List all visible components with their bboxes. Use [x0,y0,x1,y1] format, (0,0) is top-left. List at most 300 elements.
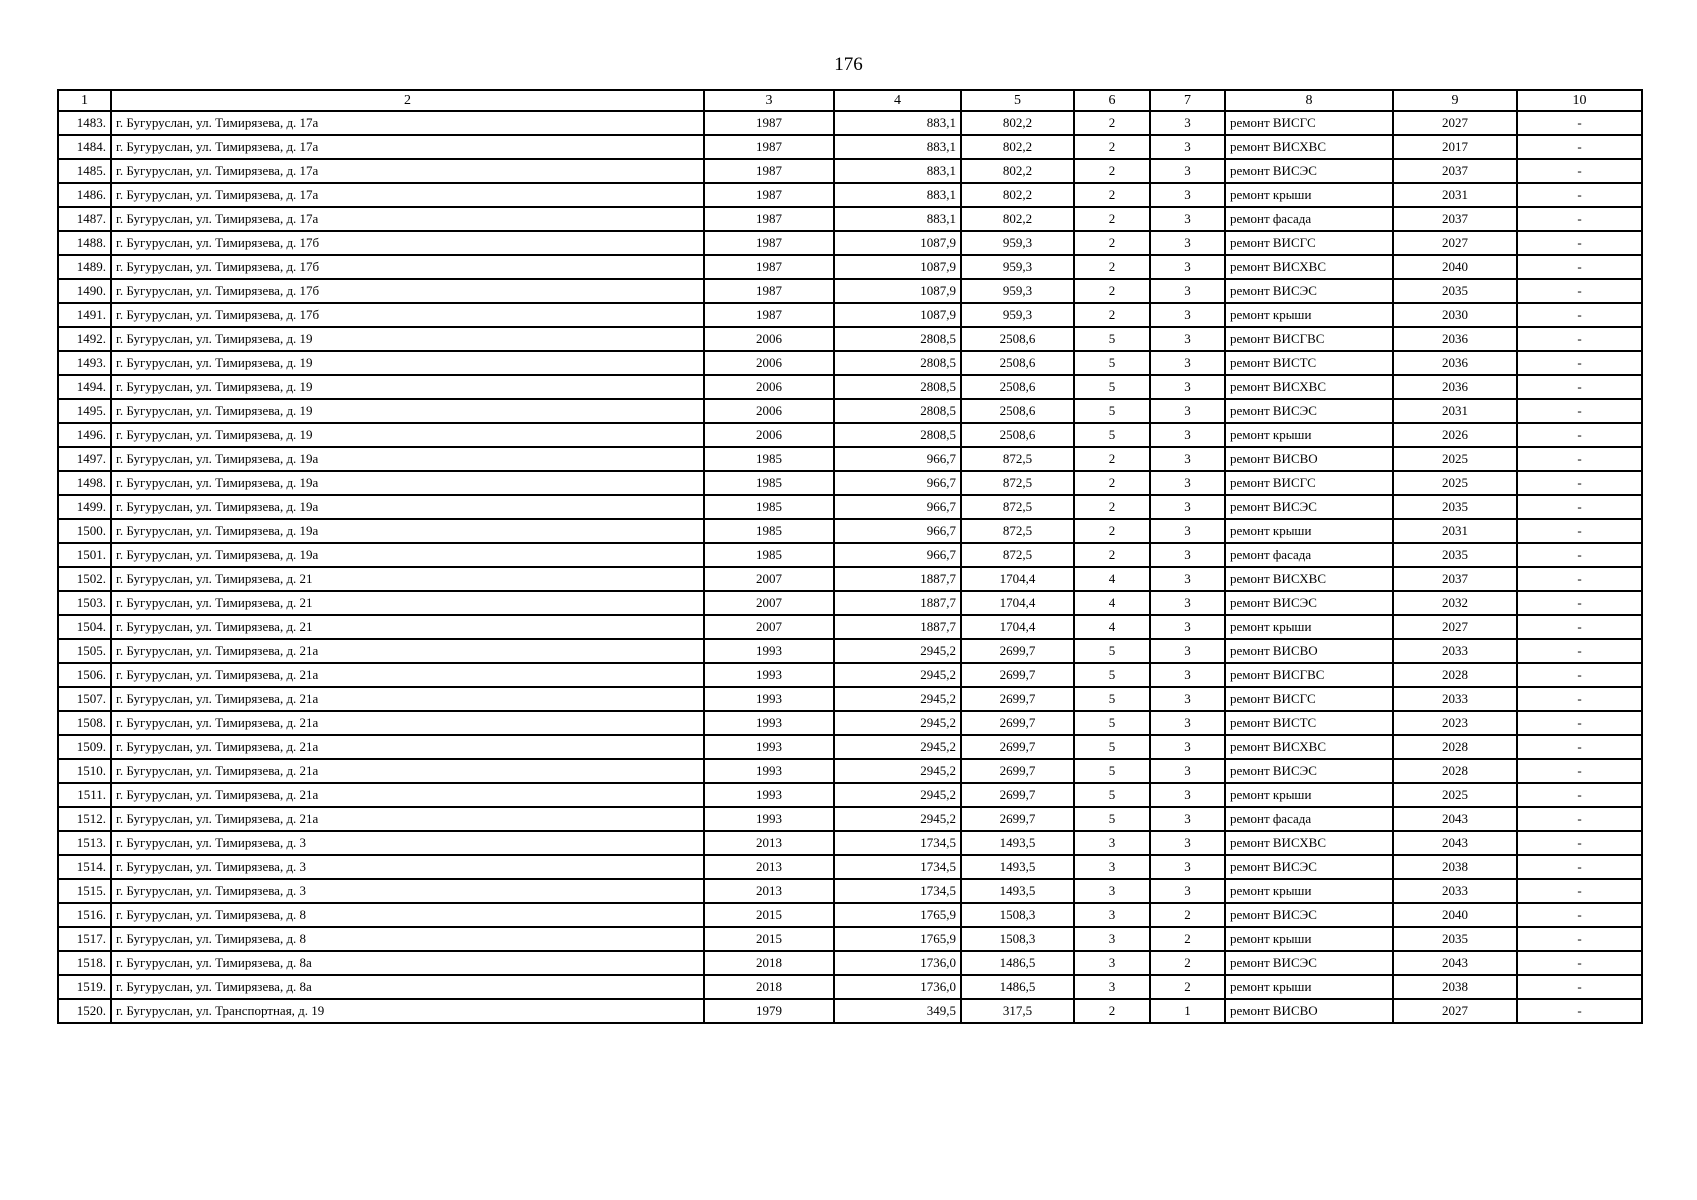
cell-living-area: 872,5 [961,447,1074,471]
cell-living-area: 802,2 [961,183,1074,207]
cell-year: 1987 [704,135,834,159]
table-row [58,687,1642,711]
cell-entrances: 3 [1150,327,1225,351]
cell-row-number: 1499. [58,495,111,519]
cell-note: - [1517,591,1642,615]
cell-row-number: 1514. [58,855,111,879]
page-number: 176 [834,54,863,75]
cell-planned-year: 2027 [1393,231,1517,255]
cell-note: - [1517,231,1642,255]
cell-work-type: ремонт ВИСВО [1225,639,1393,663]
cell-floors: 2 [1074,135,1150,159]
cell-year: 2007 [704,615,834,639]
cell-living-area: 1704,4 [961,615,1074,639]
table-row [58,999,1642,1023]
cell-work-type: ремонт ВИСГС [1225,471,1393,495]
cell-planned-year: 2037 [1393,567,1517,591]
cell-planned-year: 2031 [1393,399,1517,423]
cell-entrances: 3 [1150,567,1225,591]
cell-work-type: ремонт ВИСЭС [1225,951,1393,975]
cell-address: г. Бугуруслан, ул. Тимирязева, д. 17б [111,255,704,279]
cell-entrances: 3 [1150,351,1225,375]
cell-floors: 4 [1074,567,1150,591]
cell-total-area: 2945,2 [834,783,961,807]
table-row [58,783,1642,807]
cell-work-type: ремонт ВИСВО [1225,447,1393,471]
cell-living-area: 872,5 [961,495,1074,519]
cell-work-type: ремонт крыши [1225,519,1393,543]
column-header-4: 4 [834,90,961,111]
cell-year: 2006 [704,399,834,423]
cell-year: 1987 [704,207,834,231]
cell-floors: 2 [1074,231,1150,255]
cell-total-area: 1734,5 [834,855,961,879]
cell-floors: 5 [1074,759,1150,783]
cell-entrances: 3 [1150,735,1225,759]
cell-address: г. Бугуруслан, ул. Тимирязева, д. 21а [111,687,704,711]
cell-note: - [1517,567,1642,591]
cell-planned-year: 2037 [1393,207,1517,231]
cell-entrances: 2 [1150,927,1225,951]
cell-note: - [1517,711,1642,735]
cell-living-area: 2508,6 [961,327,1074,351]
cell-address: г. Бугуруслан, ул. Тимирязева, д. 8 [111,927,704,951]
cell-year: 2015 [704,927,834,951]
cell-living-area: 2699,7 [961,687,1074,711]
table-row [58,327,1642,351]
cell-work-type: ремонт крыши [1225,423,1393,447]
cell-floors: 2 [1074,447,1150,471]
cell-total-area: 966,7 [834,519,961,543]
cell-address: г. Бугуруслан, ул. Тимирязева, д. 17а [111,159,704,183]
table-row [58,447,1642,471]
cell-row-number: 1493. [58,351,111,375]
cell-year: 2013 [704,831,834,855]
cell-row-number: 1500. [58,519,111,543]
cell-planned-year: 2030 [1393,303,1517,327]
cell-note: - [1517,687,1642,711]
cell-total-area: 883,1 [834,111,961,135]
cell-note: - [1517,255,1642,279]
cell-row-number: 1498. [58,471,111,495]
cell-address: г. Бугуруслан, ул. Тимирязева, д. 19 [111,375,704,399]
cell-year: 1993 [704,735,834,759]
cell-living-area: 802,2 [961,135,1074,159]
cell-note: - [1517,423,1642,447]
cell-floors: 2 [1074,999,1150,1023]
cell-planned-year: 2027 [1393,615,1517,639]
cell-work-type: ремонт фасада [1225,207,1393,231]
cell-entrances: 3 [1150,207,1225,231]
cell-year: 1985 [704,519,834,543]
cell-floors: 2 [1074,159,1150,183]
table-row [58,711,1642,735]
cell-floors: 5 [1074,423,1150,447]
cell-address: г. Бугуруслан, ул. Тимирязева, д. 8 [111,903,704,927]
cell-living-area: 2699,7 [961,639,1074,663]
cell-planned-year: 2025 [1393,783,1517,807]
cell-living-area: 802,2 [961,111,1074,135]
cell-note: - [1517,927,1642,951]
cell-floors: 5 [1074,327,1150,351]
cell-floors: 3 [1074,927,1150,951]
cell-address: г. Бугуруслан, ул. Тимирязева, д. 21 [111,567,704,591]
cell-row-number: 1518. [58,951,111,975]
cell-living-area: 872,5 [961,543,1074,567]
cell-total-area: 966,7 [834,471,961,495]
cell-work-type: ремонт ВИСХВС [1225,255,1393,279]
cell-entrances: 3 [1150,183,1225,207]
cell-floors: 4 [1074,615,1150,639]
cell-living-area: 2699,7 [961,759,1074,783]
cell-note: - [1517,495,1642,519]
cell-row-number: 1488. [58,231,111,255]
header-row [58,90,1642,111]
cell-row-number: 1508. [58,711,111,735]
cell-living-area: 1704,4 [961,591,1074,615]
registry-table [57,89,1643,1024]
cell-planned-year: 2026 [1393,423,1517,447]
cell-row-number: 1495. [58,399,111,423]
cell-address: г. Бугуруслан, ул. Тимирязева, д. 3 [111,855,704,879]
cell-floors: 5 [1074,735,1150,759]
cell-total-area: 966,7 [834,543,961,567]
cell-entrances: 2 [1150,903,1225,927]
cell-address: г. Бугуруслан, ул. Тимирязева, д. 21а [111,807,704,831]
cell-note: - [1517,279,1642,303]
cell-entrances: 3 [1150,423,1225,447]
table-row [58,255,1642,279]
cell-planned-year: 2036 [1393,375,1517,399]
cell-planned-year: 2038 [1393,975,1517,999]
cell-entrances: 3 [1150,519,1225,543]
cell-work-type: ремонт ВИСГС [1225,111,1393,135]
cell-floors: 3 [1074,855,1150,879]
cell-year: 1993 [704,807,834,831]
cell-floors: 2 [1074,519,1150,543]
cell-note: - [1517,375,1642,399]
cell-year: 1993 [704,663,834,687]
cell-living-area: 2699,7 [961,807,1074,831]
cell-planned-year: 2043 [1393,831,1517,855]
cell-entrances: 3 [1150,807,1225,831]
cell-row-number: 1486. [58,183,111,207]
cell-entrances: 3 [1150,111,1225,135]
cell-living-area: 2699,7 [961,663,1074,687]
cell-entrances: 3 [1150,447,1225,471]
cell-floors: 2 [1074,471,1150,495]
cell-planned-year: 2035 [1393,543,1517,567]
cell-planned-year: 2031 [1393,519,1517,543]
cell-floors: 3 [1074,951,1150,975]
cell-total-area: 1736,0 [834,975,961,999]
table-row [58,135,1642,159]
cell-floors: 2 [1074,255,1150,279]
cell-year: 2007 [704,591,834,615]
table-row [58,903,1642,927]
cell-total-area: 966,7 [834,447,961,471]
cell-note: - [1517,351,1642,375]
cell-address: г. Бугуруслан, ул. Тимирязева, д. 19а [111,471,704,495]
table-row [58,303,1642,327]
cell-year: 1987 [704,303,834,327]
cell-year: 2015 [704,903,834,927]
cell-address: г. Бугуруслан, ул. Тимирязева, д. 19а [111,519,704,543]
cell-work-type: ремонт фасада [1225,807,1393,831]
cell-work-type: ремонт ВИСЭС [1225,759,1393,783]
cell-floors: 2 [1074,303,1150,327]
cell-work-type: ремонт ВИСТС [1225,351,1393,375]
cell-floors: 5 [1074,807,1150,831]
table-row [58,951,1642,975]
cell-planned-year: 2040 [1393,903,1517,927]
cell-entrances: 1 [1150,999,1225,1023]
cell-row-number: 1492. [58,327,111,351]
cell-address: г. Бугуруслан, ул. Тимирязева, д. 8а [111,975,704,999]
cell-total-area: 2808,5 [834,351,961,375]
cell-total-area: 2945,2 [834,663,961,687]
cell-floors: 2 [1074,495,1150,519]
cell-address: г. Бугуруслан, ул. Тимирязева, д. 21а [111,735,704,759]
cell-year: 2013 [704,879,834,903]
cell-work-type: ремонт крыши [1225,783,1393,807]
cell-year: 1993 [704,783,834,807]
cell-entrances: 3 [1150,759,1225,783]
cell-note: - [1517,447,1642,471]
cell-total-area: 2808,5 [834,327,961,351]
cell-total-area: 1765,9 [834,903,961,927]
cell-floors: 5 [1074,351,1150,375]
cell-note: - [1517,663,1642,687]
table-row [58,663,1642,687]
cell-total-area: 1734,5 [834,879,961,903]
table-row [58,927,1642,951]
column-header-5: 5 [961,90,1074,111]
cell-planned-year: 2023 [1393,711,1517,735]
cell-note: - [1517,831,1642,855]
cell-year: 1985 [704,495,834,519]
cell-address: г. Бугуруслан, ул. Тимирязева, д. 17б [111,231,704,255]
cell-living-area: 1508,3 [961,903,1074,927]
cell-entrances: 3 [1150,831,1225,855]
cell-address: г. Бугуруслан, ул. Тимирязева, д. 17а [111,183,704,207]
cell-planned-year: 2038 [1393,855,1517,879]
cell-address: г. Бугуруслан, ул. Тимирязева, д. 8а [111,951,704,975]
cell-address: г. Бугуруслан, ул. Тимирязева, д. 19 [111,399,704,423]
cell-note: - [1517,735,1642,759]
cell-planned-year: 2028 [1393,735,1517,759]
cell-row-number: 1487. [58,207,111,231]
cell-planned-year: 2035 [1393,927,1517,951]
cell-address: г. Бугуруслан, ул. Тимирязева, д. 17а [111,135,704,159]
cell-address: г. Бугуруслан, ул. Тимирязева, д. 21а [111,759,704,783]
cell-year: 1985 [704,471,834,495]
cell-work-type: ремонт ВИСГВС [1225,327,1393,351]
cell-year: 1987 [704,255,834,279]
cell-work-type: ремонт крыши [1225,303,1393,327]
cell-living-area: 1486,5 [961,975,1074,999]
table-row [58,855,1642,879]
cell-address: г. Бугуруслан, ул. Тимирязева, д. 19а [111,447,704,471]
cell-planned-year: 2036 [1393,327,1517,351]
cell-total-area: 883,1 [834,159,961,183]
cell-planned-year: 2040 [1393,255,1517,279]
cell-address: г. Бугуруслан, ул. Транспортная, д. 19 [111,999,704,1023]
column-header-9: 9 [1393,90,1517,111]
cell-total-area: 1087,9 [834,231,961,255]
cell-row-number: 1519. [58,975,111,999]
cell-total-area: 1734,5 [834,831,961,855]
cell-living-area: 959,3 [961,255,1074,279]
cell-work-type: ремонт ВИСЭС [1225,495,1393,519]
cell-note: - [1517,159,1642,183]
table-row [58,591,1642,615]
cell-address: г. Бугуруслан, ул. Тимирязева, д. 17а [111,207,704,231]
cell-floors: 2 [1074,183,1150,207]
cell-work-type: ремонт ВИСЭС [1225,855,1393,879]
cell-total-area: 883,1 [834,135,961,159]
cell-total-area: 349,5 [834,999,961,1023]
cell-total-area: 1736,0 [834,951,961,975]
table-row [58,159,1642,183]
cell-row-number: 1515. [58,879,111,903]
cell-living-area: 959,3 [961,303,1074,327]
cell-work-type: ремонт ВИСХВС [1225,831,1393,855]
table-row [58,279,1642,303]
cell-year: 2018 [704,951,834,975]
cell-total-area: 2945,2 [834,711,961,735]
cell-floors: 2 [1074,543,1150,567]
cell-year: 1987 [704,159,834,183]
cell-total-area: 2808,5 [834,375,961,399]
cell-planned-year: 2017 [1393,135,1517,159]
table-row [58,543,1642,567]
cell-living-area: 802,2 [961,207,1074,231]
cell-planned-year: 2037 [1393,159,1517,183]
cell-row-number: 1505. [58,639,111,663]
table-row [58,831,1642,855]
cell-entrances: 3 [1150,711,1225,735]
cell-note: - [1517,615,1642,639]
cell-planned-year: 2043 [1393,807,1517,831]
cell-entrances: 3 [1150,615,1225,639]
cell-row-number: 1512. [58,807,111,831]
cell-address: г. Бугуруслан, ул. Тимирязева, д. 3 [111,831,704,855]
cell-note: - [1517,951,1642,975]
cell-entrances: 3 [1150,591,1225,615]
cell-living-area: 2508,6 [961,399,1074,423]
cell-address: г. Бугуруслан, ул. Тимирязева, д. 19 [111,327,704,351]
cell-row-number: 1509. [58,735,111,759]
cell-year: 1987 [704,231,834,255]
cell-entrances: 3 [1150,471,1225,495]
cell-year: 1979 [704,999,834,1023]
cell-address: г. Бугуруслан, ул. Тимирязева, д. 3 [111,879,704,903]
cell-living-area: 1493,5 [961,831,1074,855]
cell-entrances: 3 [1150,159,1225,183]
cell-work-type: ремонт ВИСХВС [1225,567,1393,591]
cell-row-number: 1491. [58,303,111,327]
cell-work-type: ремонт крыши [1225,615,1393,639]
cell-row-number: 1516. [58,903,111,927]
cell-year: 1993 [704,687,834,711]
cell-planned-year: 2035 [1393,495,1517,519]
table-row [58,879,1642,903]
cell-living-area: 317,5 [961,999,1074,1023]
cell-floors: 5 [1074,639,1150,663]
cell-note: - [1517,183,1642,207]
cell-address: г. Бугуруслан, ул. Тимирязева, д. 21а [111,663,704,687]
cell-living-area: 2699,7 [961,783,1074,807]
cell-floors: 5 [1074,663,1150,687]
cell-entrances: 3 [1150,663,1225,687]
cell-address: г. Бугуруслан, ул. Тимирязева, д. 17б [111,303,704,327]
cell-row-number: 1490. [58,279,111,303]
table-row [58,111,1642,135]
cell-total-area: 1087,9 [834,255,961,279]
cell-work-type: ремонт ВИСЭС [1225,399,1393,423]
cell-address: г. Бугуруслан, ул. Тимирязева, д. 21а [111,711,704,735]
cell-year: 1993 [704,759,834,783]
cell-note: - [1517,519,1642,543]
cell-planned-year: 2027 [1393,999,1517,1023]
cell-floors: 3 [1074,975,1150,999]
cell-planned-year: 2033 [1393,639,1517,663]
cell-row-number: 1494. [58,375,111,399]
cell-row-number: 1507. [58,687,111,711]
cell-entrances: 3 [1150,879,1225,903]
cell-row-number: 1497. [58,447,111,471]
cell-total-area: 966,7 [834,495,961,519]
cell-row-number: 1484. [58,135,111,159]
cell-living-area: 959,3 [961,279,1074,303]
cell-living-area: 2699,7 [961,735,1074,759]
cell-row-number: 1483. [58,111,111,135]
cell-planned-year: 2027 [1393,111,1517,135]
cell-row-number: 1520. [58,999,111,1023]
cell-total-area: 2945,2 [834,639,961,663]
cell-floors: 5 [1074,711,1150,735]
table-row [58,423,1642,447]
cell-row-number: 1513. [58,831,111,855]
cell-total-area: 1765,9 [834,927,961,951]
cell-total-area: 1887,7 [834,615,961,639]
cell-total-area: 883,1 [834,207,961,231]
cell-total-area: 2945,2 [834,759,961,783]
cell-note: - [1517,879,1642,903]
cell-year: 1993 [704,639,834,663]
cell-entrances: 3 [1150,375,1225,399]
cell-note: - [1517,327,1642,351]
cell-note: - [1517,807,1642,831]
cell-floors: 4 [1074,591,1150,615]
cell-note: - [1517,471,1642,495]
table-row [58,351,1642,375]
cell-year: 1987 [704,279,834,303]
cell-work-type: ремонт фасада [1225,543,1393,567]
cell-row-number: 1504. [58,615,111,639]
table-row [58,615,1642,639]
cell-year: 1993 [704,711,834,735]
column-header-2: 2 [111,90,704,111]
cell-work-type: ремонт ВИСЭС [1225,159,1393,183]
cell-entrances: 3 [1150,687,1225,711]
cell-living-area: 1493,5 [961,879,1074,903]
column-header-8: 8 [1225,90,1393,111]
table-row [58,975,1642,999]
column-header-7: 7 [1150,90,1225,111]
cell-entrances: 3 [1150,399,1225,423]
